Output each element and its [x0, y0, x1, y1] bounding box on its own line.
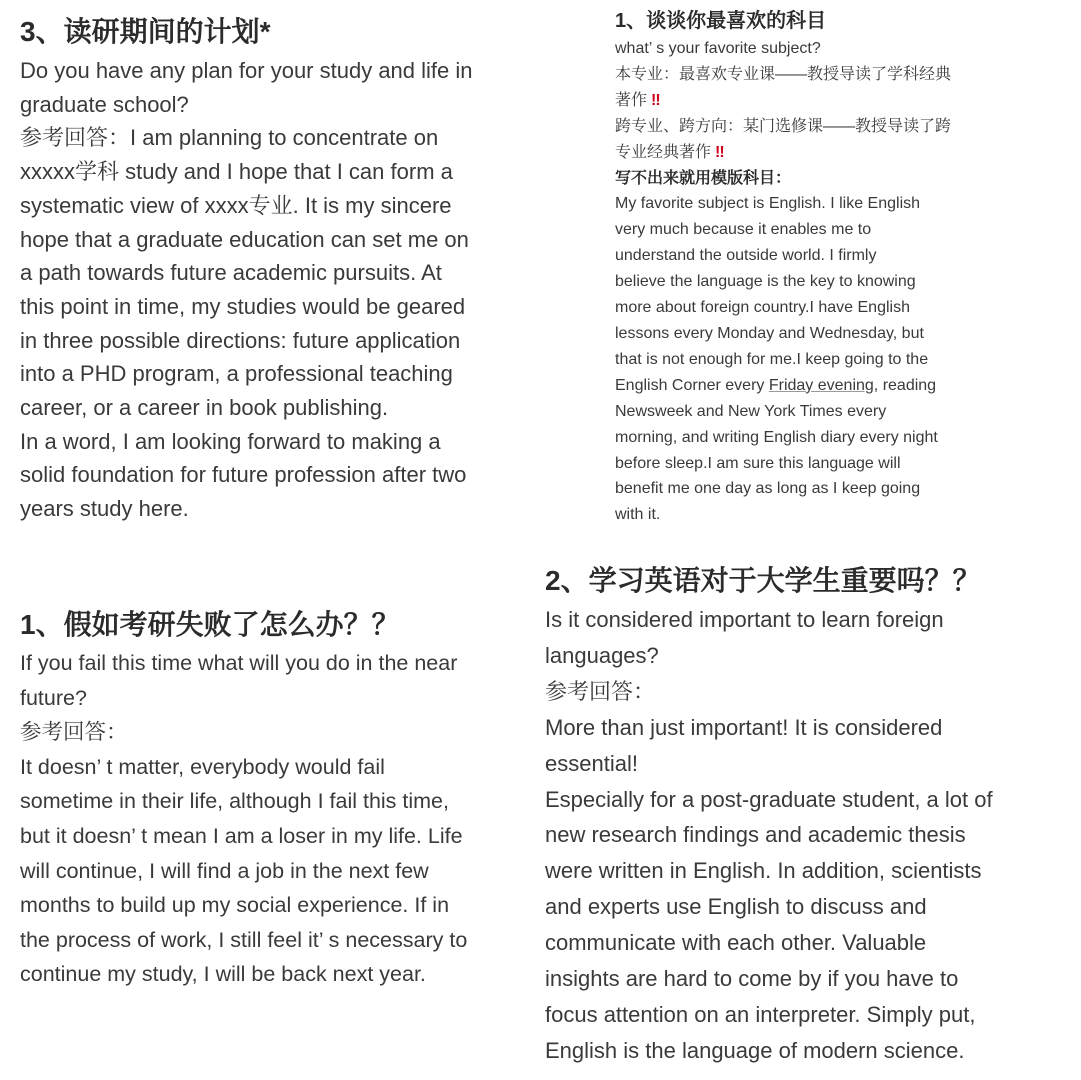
favorite-subject-question: what’ s your favorite subject?	[615, 40, 821, 57]
english-importance-title: 2、学习英语对于大学生重要吗？？	[545, 565, 981, 596]
exam-failure-section	[20, 604, 535, 992]
favorite-answer-line	[615, 373, 1075, 399]
corner-text-end: , reading	[873, 376, 937, 394]
english-importance-line: Is it considered important to learn foreign	[545, 607, 944, 632]
study-plan-line: In a word, I am looking forward to making a	[20, 428, 441, 454]
exam-failure-line: will continue, I will find a job in the next few	[20, 858, 429, 883]
study-plan-line: career, or a career in book publishing.	[20, 395, 389, 421]
favorite-answer-line: believe the language is the key to knowing	[615, 273, 916, 291]
english-importance-line: 参考回答：	[545, 678, 656, 704]
exam-failure-line: 参考回答：	[20, 720, 128, 745]
favorite-answer-line: before sleep.I am sure this language will	[615, 454, 901, 472]
exam-failure-line: months to build up my social experience. If in	[20, 893, 450, 918]
study-plan-line: hope that a graduate education can set me on	[20, 226, 469, 252]
english-importance-line: were written in English. In addition, scientists	[545, 858, 982, 884]
favorite-answer-line: with it.	[615, 506, 661, 524]
favorite-answer-line: Newsweek and New York Times every	[615, 402, 887, 420]
template-heading: 写不出来就用模版科目：	[615, 169, 792, 187]
favorite-answer-line: more about foreign country.I have English	[615, 299, 910, 317]
study-plan-line: xxxxx学科 study and I hope that I can form a	[20, 159, 453, 185]
study-plan-line: this point in time, my studies would be geared	[20, 293, 466, 319]
english-importance-line: insights are hard to come by if you have to	[545, 966, 959, 992]
cross-major-tip-line	[615, 140, 1075, 166]
english-importance-line: and experts use English to discuss and	[545, 894, 927, 920]
english-importance-line: essential!	[545, 750, 638, 776]
corner-text: English Corner every	[615, 376, 769, 394]
study-plan-line: solid foundation for future profession after two	[20, 462, 467, 488]
exam-failure-line: continue my study, I will be back next year.	[20, 962, 426, 987]
double-exclamation-icon: ‼	[715, 143, 724, 161]
study-plan-line: Do you have any plan for your study and life in	[20, 58, 473, 83]
exam-failure-title: 1、假如考研失败了怎么办？？	[20, 609, 400, 640]
study-plan-line: into a PHD program, a professional teaching	[20, 361, 453, 387]
study-plan-line: years study here.	[20, 496, 189, 522]
english-importance-section	[545, 560, 1075, 1069]
english-importance-line: communicate with each other. Valuable	[545, 930, 927, 956]
exam-failure-line: sometime in their life, although I fail this time,	[20, 789, 449, 814]
study-plan-line: 参考回答：I am planning to concentrate on	[20, 125, 439, 151]
exam-failure-line: If you fail this time what will you do in the near	[20, 651, 458, 675]
major-tip-line	[615, 88, 1075, 114]
exam-failure-line: the process of work, I still feel it’ s necessary to	[20, 927, 468, 952]
favorite-answer-line: lessons every Monday and Wednesday, but	[615, 324, 924, 342]
study-plan-section	[20, 10, 530, 526]
english-importance-line: languages?	[545, 642, 659, 668]
exam-failure-line: It doesn’ t matter, everybody would fail	[20, 754, 385, 779]
favorite-answer-line: morning, and writing English diary every night	[615, 428, 938, 446]
english-importance-line: Especially for a post-graduate student, a lot of	[545, 786, 993, 812]
favorite-answer-line: benefit me one day as long as I keep going	[615, 480, 921, 498]
exam-failure-line: future?	[20, 685, 87, 710]
cross-major-tip-text: 专业经典著作	[615, 143, 712, 161]
favorite-answer-line: My favorite subject is English. I like English	[615, 195, 921, 213]
major-tip-line: 本专业：最喜欢专业课——教授导读了学科经典	[615, 65, 952, 83]
friday-evening-underlined: Friday evening	[768, 376, 874, 394]
favorite-answer-line: understand the outside world. I firmly	[615, 247, 877, 265]
favorite-subject-title: 1、谈谈你最喜欢的科目	[615, 10, 827, 32]
study-plan-line: in three possible directions: future application	[20, 327, 461, 353]
double-exclamation-icon: ‼	[651, 91, 660, 109]
study-plan-line: systematic view of xxxx专业. It is my sincere	[20, 192, 452, 218]
study-plan-line: a path towards future academic pursuits. At	[20, 260, 442, 286]
major-tip-text: 著作	[615, 91, 648, 109]
study-plan-title: 3、读研期间的计划*	[20, 16, 271, 47]
exam-failure-line: but it doesn’ t mean I am a loser in my life. Life	[20, 823, 463, 848]
english-importance-line: English is the language of modern science.	[545, 1037, 965, 1063]
english-importance-line: new research findings and academic thesis	[545, 822, 966, 848]
english-importance-line: More than just important! It is considered	[545, 714, 943, 740]
study-plan-line: graduate school?	[20, 91, 189, 117]
cross-major-tip-line: 跨专业、跨方向：某门选修课——教授导读了跨	[615, 117, 952, 135]
favorite-answer-line: very much because it enables me to	[615, 221, 872, 239]
favorite-answer-line: that is not enough for me.I keep going to the	[615, 350, 929, 368]
favorite-subject-section	[615, 6, 1075, 528]
english-importance-line: focus attention on an interpreter. Simply put,	[545, 1001, 976, 1027]
